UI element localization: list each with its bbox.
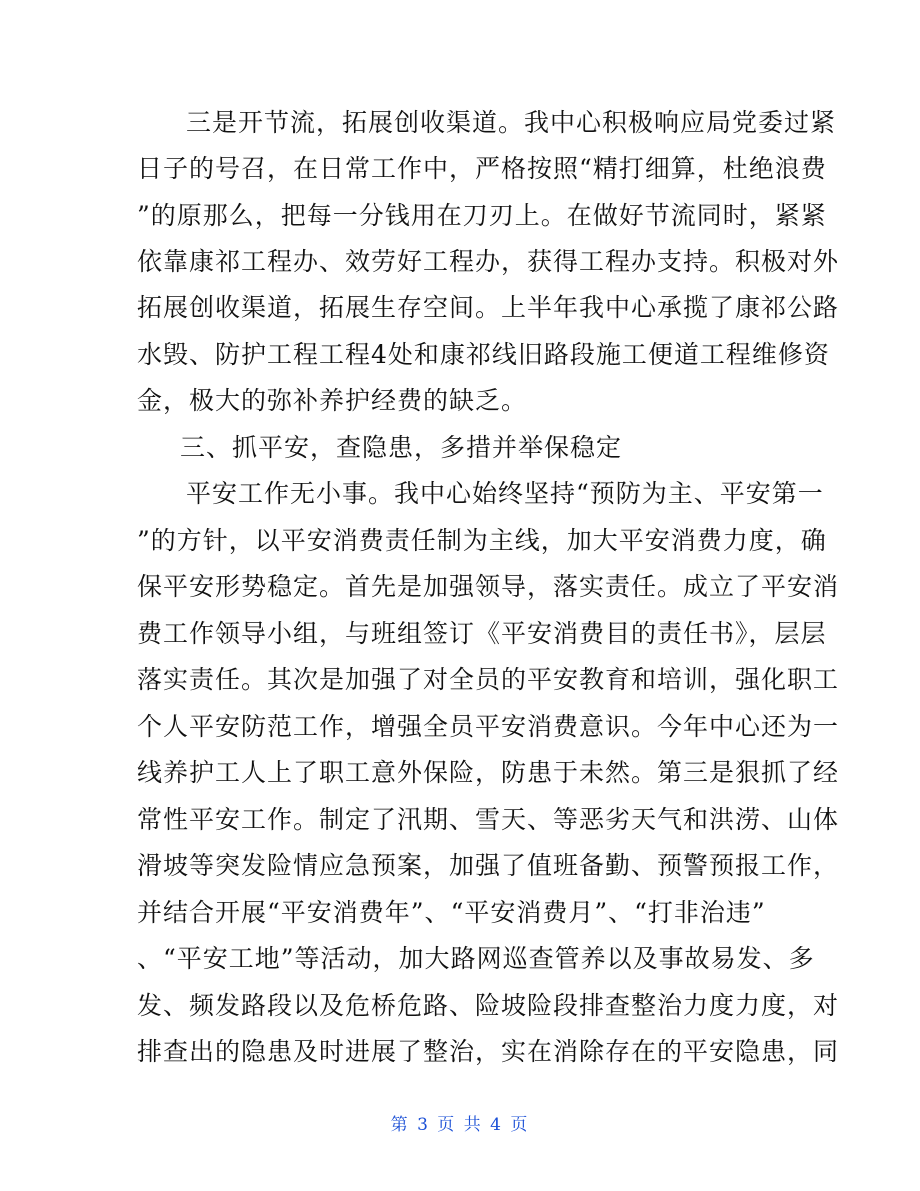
paragraph-line: 保平安形势稳定。首先是加强领导，落实责任。成立了平安消 <box>137 572 840 601</box>
section-heading: 三、抓平安，查隐患，多措并举保稳定 <box>180 433 623 462</box>
paragraph-line: 、“平安工地”等活动，加大路网巡查管养以及事故易发、多 <box>137 944 815 973</box>
paragraph-line: ”的原那么，把每一分钱用在刀刃上。在做好节流同时，紧紧 <box>137 201 827 230</box>
paragraph-line: 三是开节流，拓展创收渠道。我中心积极响应局党委过紧 <box>186 108 837 137</box>
paragraph-line: 水毁、防护工程工程4处和康祁线旧路段施工便道工程维修资 <box>137 340 830 369</box>
paragraph-line: 金，极大的弥补养护经费的缺乏。 <box>137 386 528 415</box>
paragraph-line: 日子的号召，在日常工作中，严格按照“精打细算，杜绝浪费 <box>137 154 827 183</box>
paragraph-line: 并结合开展“平安消费年”、“平安消费月”、“打非治违” <box>137 898 766 927</box>
paragraph-line: ”的方针，以平安消费责任制为主线，加大平安消费力度，确 <box>137 526 827 555</box>
paragraph-line: 个人平安防范工作，增强全员平安消费意识。今年中心还为一 <box>137 712 840 741</box>
paragraph-line: 落实责任。其次是加强了对全员的平安教育和培训，强化职工 <box>137 665 840 694</box>
paragraph-line: 线养护工人上了职工意外保险，防患于未然。第三是狠抓了经 <box>137 758 840 787</box>
paragraph-line: 排查出的隐患及时进展了整治，实在消除存在的平安隐患，同 <box>137 1037 840 1066</box>
paragraph-line: 发、频发路段以及危桥危路、险坡险段排查整治力度力度，对 <box>137 991 840 1020</box>
paragraph-line: 费工作领导小组，与班组签订《平安消费目的责任书》，层层 <box>137 619 827 648</box>
paragraph-line: 拓展创收渠道，拓展生存空间。上半年我中心承揽了康祁公路 <box>137 293 840 322</box>
page-number-footer: 第 3 页 共 4 页 <box>390 1115 530 1135</box>
paragraph-line: 平安工作无小事。我中心始终坚持“预防为主、平安第一 <box>186 479 824 508</box>
paragraph-line: 常性平安工作。制定了汛期、雪天、等恶劣天气和洪涝、山体 <box>137 805 840 834</box>
paragraph-line: 依靠康祁工程办、效劳好工程办，获得工程办支持。积极对外 <box>137 247 840 276</box>
paragraph-line: 滑坡等突发险情应急预案，加强了值班备勤、预警预报工作， <box>137 851 840 880</box>
